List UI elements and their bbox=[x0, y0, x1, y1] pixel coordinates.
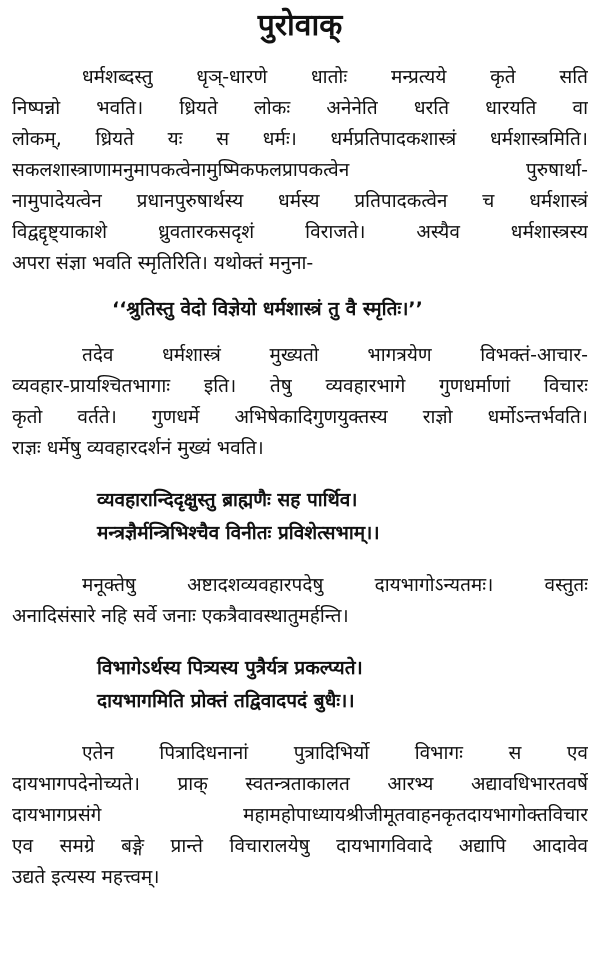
verse-line: विभागेऽर्थस्य पित्र्यस्य पुत्रैर्यत्र प्रकल्प्यते। bbox=[97, 657, 363, 679]
text-line: लोकम्, ध्रियते यः स धर्मः। धर्मप्रतिपादकशास्त्रं धर्मशास्त्रमिति। bbox=[12, 128, 588, 150]
text-line: अनादिसंसारे नहि सर्वे जनाः एकत्रैवावस्थातुमर्हन्ति। bbox=[12, 605, 349, 627]
text-line: नामुपादेयत्वेन प्रधानपुरुषार्थस्य धर्मस्य प्रतिपादकत्वेन च धर्मशास्त्रं bbox=[12, 190, 588, 212]
text-line: व्यवहार-प्रायश्चितभागाः इति। तेषु व्यवहारभागे गुणधर्माणां विचारः bbox=[12, 375, 588, 397]
verse-line: दायभागमिति प्रोक्तं तद्विवादपदं बुधैः।। bbox=[97, 690, 355, 712]
verse-vyavahara bbox=[12, 484, 588, 550]
paragraph-dharma-definition bbox=[12, 62, 588, 279]
text-line: सकलशास्त्राणामनुमापकत्वेनामुष्मिकफलप्रापकत्वेन पुरुषार्था- bbox=[12, 159, 588, 181]
paragraph-dharmashastra-divisions bbox=[12, 340, 588, 464]
verse-line: मन्त्रज्ञैर्मन्त्रिभिश्चैव विनीतः प्रविशेत्सभाम्।। bbox=[97, 522, 380, 544]
text-line: विद्वद्दृष्ट्याकाशे ध्रुवतारकसदृशं विराजते। अस्यैव धर्मशास्त्रस्य bbox=[12, 221, 588, 243]
verse-line: व्यवहारान्दिदृक्षुस्तु ब्राह्मणैः सह पार्थिव। bbox=[97, 489, 358, 511]
text-line: मनूक्तेषु अष्टादशव्यवहारपदेषु दायभागोऽन्यतमः। वस्तुतः bbox=[82, 574, 588, 596]
text-line: निष्पन्नो भवति। ध्रियते लोकः अनेनेति धरति धारयति वा bbox=[12, 97, 588, 119]
paragraph-dayabhaga-importance bbox=[12, 738, 588, 893]
text-line: तदेव धर्मशास्त्रं मुख्यतो भागत्रयेण विभक्तं-आचार- bbox=[82, 344, 588, 366]
page-title: पुरोवाक् bbox=[257, 8, 343, 43]
text-line: अपरा संज्ञा भवति स्मृतिरिति। यथोक्तं मनुना- bbox=[12, 252, 314, 274]
text-line: दायभागपदेनोच्यते। प्राक् स्वतन्त्रताकालत आरभ्य अद्यावधिभारतवर्षे bbox=[12, 773, 588, 795]
text-line: धर्मशब्दस्तु धृञ्-धारणे धातोः मन्प्रत्यये कृते सति bbox=[82, 66, 588, 88]
document-page bbox=[0, 6, 600, 975]
text-line: उद्यते इत्यस्य महत्त्वम्। bbox=[12, 866, 160, 888]
text-line: कृतो वर्तते। गुणधर्मे अभिषेकादिगुणयुक्तस्य राज्ञो धर्मोऽन्तर्भवति। bbox=[12, 406, 588, 428]
manu-quote: ‘‘श्रुतिस्तु वेदो विज्ञेयो धर्मशास्त्रं तु वै स्मृतिः।’’ bbox=[112, 298, 423, 320]
verse-vibhaga bbox=[12, 652, 588, 718]
text-line: एव समग्रे बङ्गे प्रान्ते विचारालयेषु दायभागविवादे अद्यापि आदावेव bbox=[12, 835, 588, 857]
paragraph-dayabhaga-intro bbox=[12, 570, 588, 632]
text-line: दायभागप्रसंगे महामहोपाध्यायश्रीजीमूतवाहनकृतदायभागोक्तविचार bbox=[12, 804, 588, 826]
text-line: एतेन पित्रादिधनानां पुत्रादिभिर्यो विभागः स एव bbox=[82, 742, 588, 764]
text-line: राज्ञः धर्मेषु व्यवहारदर्शनं मुख्यं भवति। bbox=[12, 437, 264, 459]
